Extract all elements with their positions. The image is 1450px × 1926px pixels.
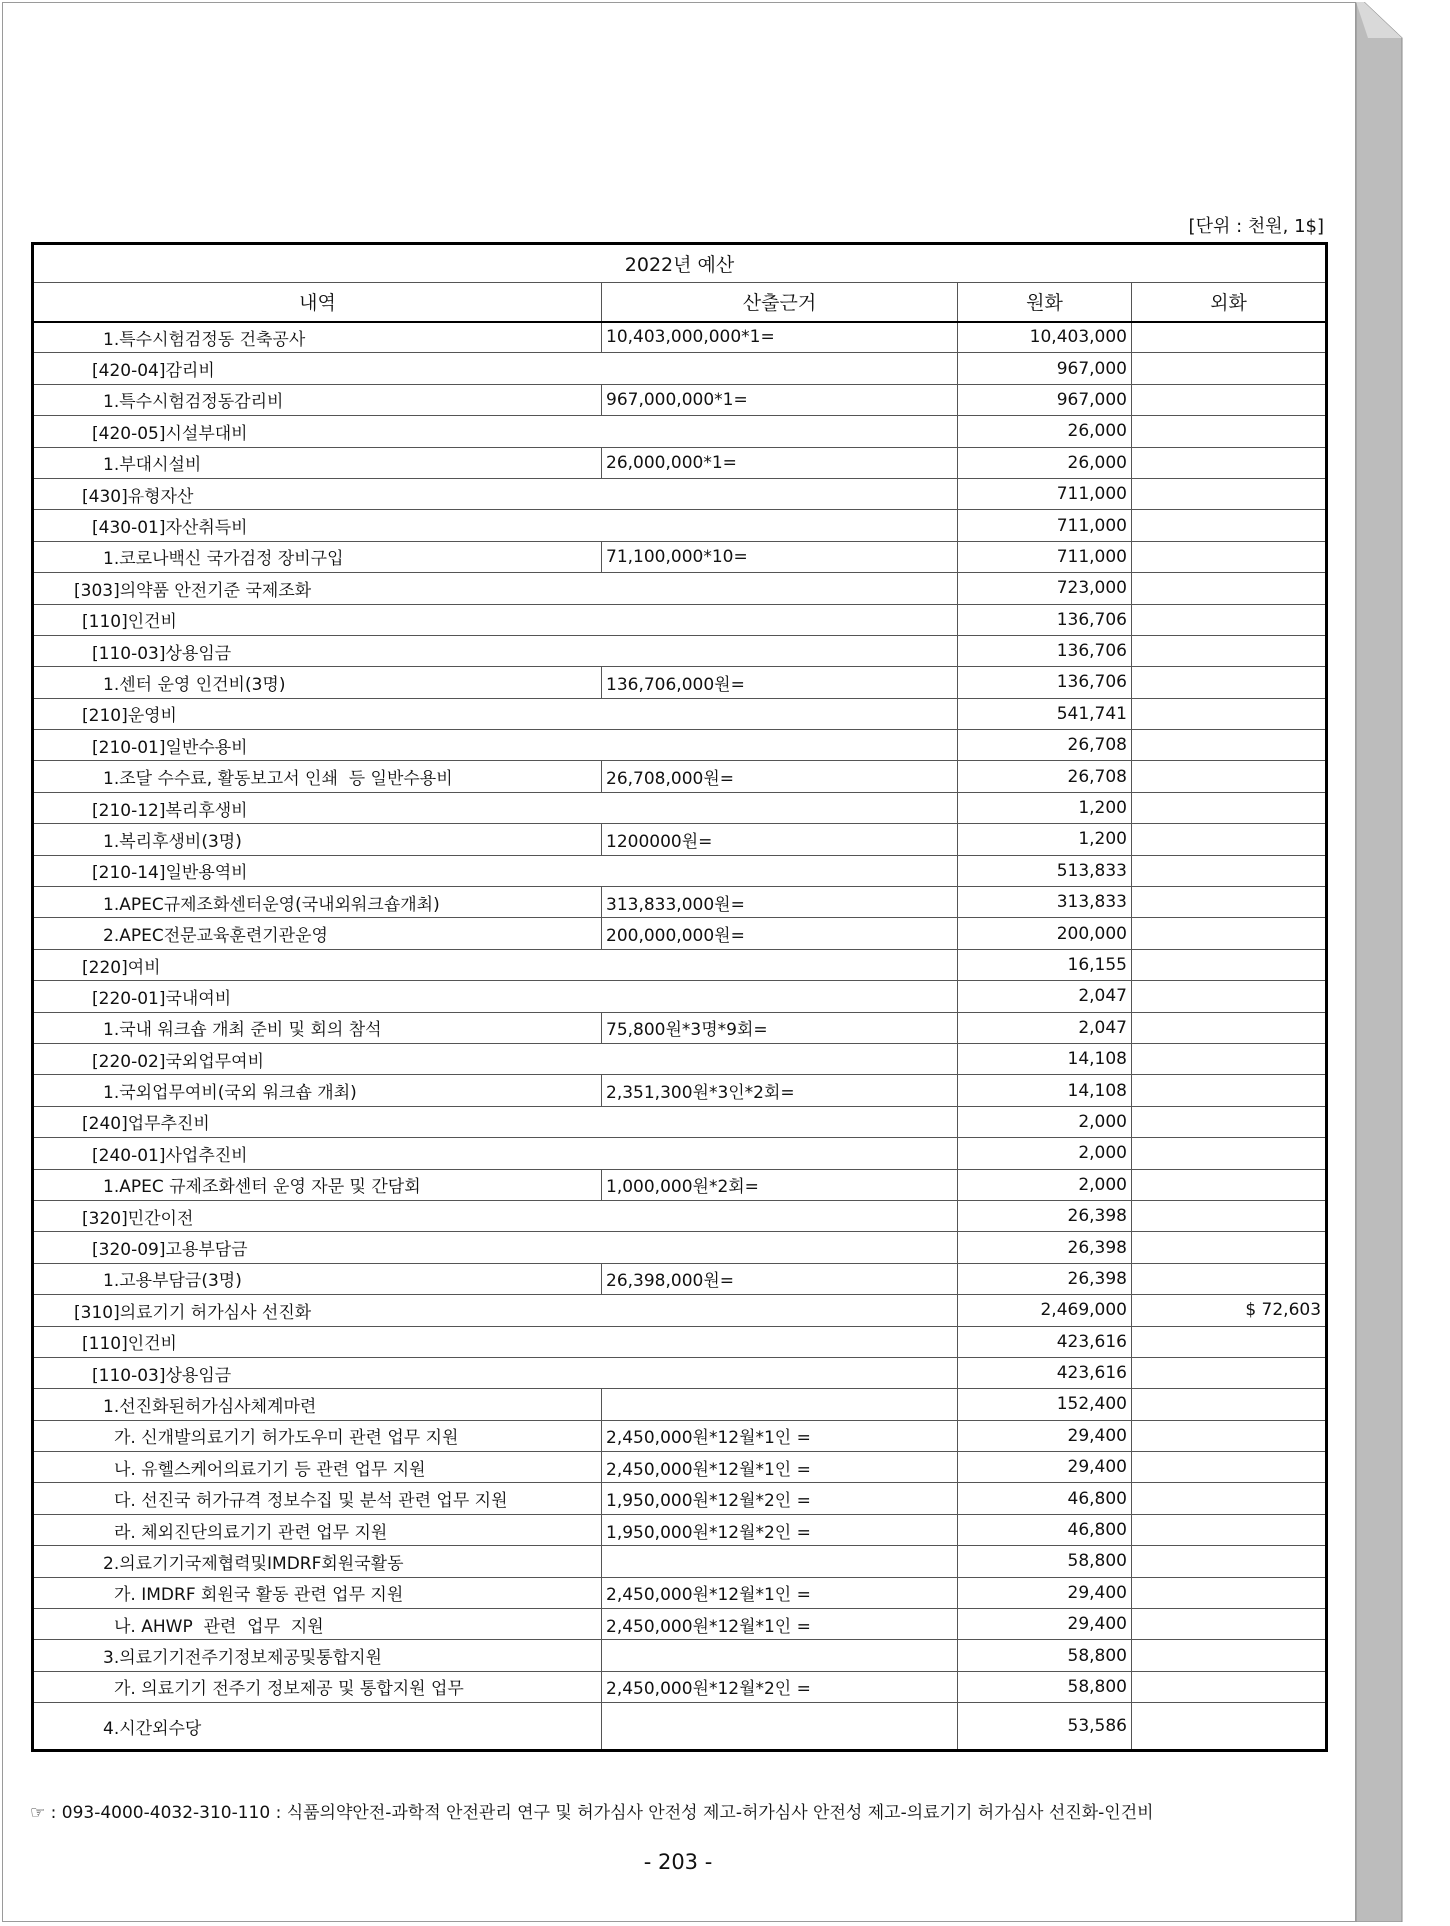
row-item: [220]여비 (33, 949, 958, 980)
table-row (33, 824, 1327, 855)
row-fx (1132, 1420, 1327, 1451)
row-krw: 26,000 (958, 447, 1132, 478)
row-item: [240]업무추진비 (33, 1106, 958, 1137)
row-fx (1132, 1200, 1327, 1231)
table-row (33, 1263, 1327, 1294)
table-row (33, 1546, 1327, 1577)
table-row (33, 1452, 1327, 1483)
row-item: [310]의료기기 허가심사 선진화 (33, 1295, 958, 1326)
footnote: ☞ : 093-4000-4032-310-110 : 식품의약안전-과학적 안전관리 연구 및 허가심사 안전성 제고-허가심사 안전성 제고-의료기기 허가심사 선진화-인건비 (30, 1803, 1154, 1823)
table-row (33, 730, 1327, 761)
row-item: [110-03]상용임금 (33, 635, 958, 666)
row-item: [220-02]국외업무여비 (33, 1043, 958, 1074)
row-item: 1.특수시험검정동감리비 (33, 384, 602, 415)
table-row (33, 604, 1327, 635)
table-header-year (33, 244, 1327, 283)
row-item: [430]유형자산 (33, 478, 958, 509)
table-row (33, 1357, 1327, 1388)
row-item: 2.의료기기국제협력및IMDRF회원국활동 (33, 1546, 602, 1577)
table-row (33, 1138, 1327, 1169)
row-item: 1.복리후생비(3명) (33, 824, 602, 855)
col-header-krw: 원화 (958, 283, 1132, 322)
row-item: 라. 체외진단의료기기 관련 업무 지원 (33, 1514, 602, 1545)
row-item: 1.고용부담금(3명) (33, 1263, 602, 1294)
row-item: 1.코로나백신 국가검정 장비구입 (33, 541, 602, 572)
row-krw: 14,108 (958, 1043, 1132, 1074)
row-fx (1132, 1012, 1327, 1043)
row-krw: 711,000 (958, 510, 1132, 541)
row-item: 1.조달 수수료, 활동보고서 인쇄 등 일반수용비 (33, 761, 602, 792)
row-basis: 2,450,000원*12월*2인 = (602, 1671, 958, 1702)
table-row (33, 478, 1327, 509)
row-basis: 75,800원*3명*9회= (602, 1012, 958, 1043)
row-krw: 423,616 (958, 1357, 1132, 1388)
row-krw: 2,469,000 (958, 1295, 1132, 1326)
page-number: - 203 - (643, 1850, 713, 1874)
row-krw: 711,000 (958, 478, 1132, 509)
row-krw: 711,000 (958, 541, 1132, 572)
table-row (33, 1075, 1327, 1106)
row-krw: 2,047 (958, 1012, 1132, 1043)
table-row (33, 1420, 1327, 1451)
row-item: 가. IMDRF 회원국 활동 관련 업무 지원 (33, 1577, 602, 1608)
row-fx (1132, 981, 1327, 1012)
row-basis: 967,000,000*1= (602, 384, 958, 415)
row-fx (1132, 887, 1327, 918)
row-item: [210-14]일반용역비 (33, 855, 958, 886)
row-item: 1.APEC 규제조화센터 운영 자문 및 간담회 (33, 1169, 602, 1200)
row-fx (1132, 918, 1327, 949)
row-fx (1132, 416, 1327, 447)
row-krw: 1,200 (958, 792, 1132, 823)
col-header-item: 내역 (33, 283, 602, 322)
table-row (33, 1200, 1327, 1231)
row-item: [220-01]국내여비 (33, 981, 958, 1012)
row-fx (1132, 949, 1327, 980)
row-krw: 723,000 (958, 573, 1132, 604)
row-item: 1.APEC규제조화센터운영(국내외워크숍개최) (33, 887, 602, 918)
table-row (33, 981, 1327, 1012)
row-item: 가. 신개발의료기기 허가도우미 관련 업무 지원 (33, 1420, 602, 1451)
table-row (33, 1577, 1327, 1608)
row-item: [210-12]복리후생비 (33, 792, 958, 823)
row-fx (1132, 1703, 1327, 1751)
row-krw: 541,741 (958, 698, 1132, 729)
row-fx (1132, 1671, 1327, 1702)
row-item: [320]민간이전 (33, 1200, 958, 1231)
row-fx (1132, 730, 1327, 761)
row-item: [303]의약품 안전기준 국제조화 (33, 573, 958, 604)
row-basis: 2,450,000원*12월*1인 = (602, 1452, 958, 1483)
table-body (33, 322, 1327, 1751)
row-krw: 26,398 (958, 1263, 1132, 1294)
row-item: [210]운영비 (33, 698, 958, 729)
row-krw: 2,047 (958, 981, 1132, 1012)
row-basis: 26,000,000*1= (602, 447, 958, 478)
table-row (33, 761, 1327, 792)
table-row (33, 1640, 1327, 1671)
row-krw: 29,400 (958, 1577, 1132, 1608)
row-basis: 2,450,000원*12월*1인 = (602, 1609, 958, 1640)
row-basis (602, 1703, 958, 1751)
row-fx (1132, 855, 1327, 886)
row-fx (1132, 1577, 1327, 1608)
row-krw: 136,706 (958, 635, 1132, 666)
row-item: 1.센터 운영 인건비(3명) (33, 667, 602, 698)
table-row (33, 918, 1327, 949)
row-fx (1132, 1609, 1327, 1640)
row-item: 1.선진화된허가심사체계마련 (33, 1389, 602, 1420)
row-krw: 26,708 (958, 730, 1132, 761)
table-row (33, 1326, 1327, 1357)
row-item: 1.국내 워크숍 개최 준비 및 회의 참석 (33, 1012, 602, 1043)
row-basis: 2,450,000원*12월*1인 = (602, 1420, 958, 1451)
table-row (33, 384, 1327, 415)
table-row (33, 1703, 1327, 1751)
row-item: 1.부대시설비 (33, 447, 602, 478)
page-fold-shadow (1356, 2, 1406, 1922)
row-item: 4.시간외수당 (33, 1703, 602, 1751)
row-fx (1132, 1138, 1327, 1169)
row-krw: 16,155 (958, 949, 1132, 980)
row-basis: 200,000,000원= (602, 918, 958, 949)
row-krw: 967,000 (958, 384, 1132, 415)
row-basis: 2,450,000원*12월*1인 = (602, 1577, 958, 1608)
row-fx (1132, 1483, 1327, 1514)
row-item: 1.국외업무여비(국외 워크숍 개최) (33, 1075, 602, 1106)
table-row (33, 1169, 1327, 1200)
row-fx (1132, 322, 1327, 353)
row-fx (1132, 824, 1327, 855)
table-row (33, 1106, 1327, 1137)
row-fx (1132, 1546, 1327, 1577)
table-row (33, 322, 1327, 353)
row-basis: 1,950,000원*12월*2인 = (602, 1483, 958, 1514)
row-fx (1132, 1075, 1327, 1106)
row-basis: 2,351,300원*3인*2회= (602, 1075, 958, 1106)
table-row (33, 887, 1327, 918)
row-basis: 1200000원= (602, 824, 958, 855)
row-krw: 1,200 (958, 824, 1132, 855)
row-basis (602, 1546, 958, 1577)
table-row (33, 1012, 1327, 1043)
row-item: 1.특수시험검정동 건축공사 (33, 322, 602, 353)
row-fx: $ 72,603 (1132, 1295, 1327, 1326)
row-item: [110-03]상용임금 (33, 1357, 958, 1388)
row-fx (1132, 1043, 1327, 1074)
table-row (33, 1514, 1327, 1545)
row-fx (1132, 1514, 1327, 1545)
row-fx (1132, 1452, 1327, 1483)
row-krw: 2,000 (958, 1106, 1132, 1137)
row-fx (1132, 1232, 1327, 1263)
row-item: [240-01]사업추진비 (33, 1138, 958, 1169)
col-header-basis: 산출근거 (602, 283, 958, 322)
row-krw: 136,706 (958, 667, 1132, 698)
year-budget-header: 2022년 예산 (33, 244, 1327, 283)
row-krw: 26,000 (958, 416, 1132, 447)
row-item: [430-01]자산취득비 (33, 510, 958, 541)
row-basis: 26,708,000원= (602, 761, 958, 792)
row-fx (1132, 1357, 1327, 1388)
row-krw: 152,400 (958, 1389, 1132, 1420)
row-basis: 26,398,000원= (602, 1263, 958, 1294)
row-item: [110]인건비 (33, 604, 958, 635)
row-krw: 53,586 (958, 1703, 1132, 1751)
row-item: [210-01]일반수용비 (33, 730, 958, 761)
col-header-fx: 외화 (1132, 283, 1327, 322)
table-row (33, 1232, 1327, 1263)
table-row (33, 949, 1327, 980)
row-fx (1132, 1326, 1327, 1357)
row-krw: 58,800 (958, 1671, 1132, 1702)
row-fx (1132, 1169, 1327, 1200)
row-krw: 26,708 (958, 761, 1132, 792)
row-fx (1132, 510, 1327, 541)
row-krw: 46,800 (958, 1514, 1132, 1545)
row-basis: 1,000,000원*2회= (602, 1169, 958, 1200)
row-fx (1132, 1389, 1327, 1420)
table-row (33, 541, 1327, 572)
table-row (33, 1483, 1327, 1514)
row-item: [320-09]고용부담금 (33, 1232, 958, 1263)
row-fx (1132, 541, 1327, 572)
row-item: 가. 의료기기 전주기 정보제공 및 통합지원 업무 (33, 1671, 602, 1702)
row-fx (1132, 761, 1327, 792)
row-item: [420-04]감리비 (33, 353, 958, 384)
row-krw: 136,706 (958, 604, 1132, 635)
row-fx (1132, 384, 1327, 415)
row-fx (1132, 667, 1327, 698)
row-krw: 26,398 (958, 1200, 1132, 1231)
row-fx (1132, 353, 1327, 384)
table-row (33, 792, 1327, 823)
row-basis: 71,100,000*10= (602, 541, 958, 572)
row-krw: 10,403,000 (958, 322, 1132, 353)
table-row (33, 510, 1327, 541)
unit-label: [단위 : 천원, 1$] (1188, 216, 1324, 237)
row-fx (1132, 1106, 1327, 1137)
row-item: 3.의료기기전주기정보제공및통합지원 (33, 1640, 602, 1671)
row-item: [110]인건비 (33, 1326, 958, 1357)
table-row (33, 447, 1327, 478)
row-krw: 14,108 (958, 1075, 1132, 1106)
table-row (33, 635, 1327, 666)
table-row (33, 416, 1327, 447)
row-krw: 2,000 (958, 1138, 1132, 1169)
row-fx (1132, 635, 1327, 666)
table-row (33, 698, 1327, 729)
row-basis: 10,403,000,000*1= (602, 322, 958, 353)
row-fx (1132, 698, 1327, 729)
row-fx (1132, 604, 1327, 635)
row-krw: 513,833 (958, 855, 1132, 886)
row-item: 나. AHWP 관련 업무 지원 (33, 1609, 602, 1640)
table-row (33, 1043, 1327, 1074)
row-basis (602, 1640, 958, 1671)
row-fx (1132, 1263, 1327, 1294)
table-row (33, 1295, 1327, 1326)
row-krw: 313,833 (958, 887, 1132, 918)
row-basis: 1,950,000원*12월*2인 = (602, 1514, 958, 1545)
row-item: 2.APEC전문교육훈련기관운영 (33, 918, 602, 949)
table-row (33, 1389, 1327, 1420)
budget-table (31, 242, 1328, 1752)
row-fx (1132, 792, 1327, 823)
row-krw: 46,800 (958, 1483, 1132, 1514)
table-row (33, 353, 1327, 384)
table-row (33, 573, 1327, 604)
row-item: 나. 유헬스케어의료기기 등 관련 업무 지원 (33, 1452, 602, 1483)
row-basis: 136,706,000원= (602, 667, 958, 698)
row-krw: 29,400 (958, 1452, 1132, 1483)
row-krw: 58,800 (958, 1546, 1132, 1577)
row-fx (1132, 573, 1327, 604)
table-row (33, 1609, 1327, 1640)
row-fx (1132, 447, 1327, 478)
row-krw: 29,400 (958, 1420, 1132, 1451)
row-fx (1132, 1640, 1327, 1671)
row-basis (602, 1389, 958, 1420)
row-basis: 313,833,000원= (602, 887, 958, 918)
row-krw: 200,000 (958, 918, 1132, 949)
row-item: [420-05]시설부대비 (33, 416, 958, 447)
row-item: 다. 선진국 허가규격 정보수집 및 분석 관련 업무 지원 (33, 1483, 602, 1514)
row-fx (1132, 478, 1327, 509)
row-krw: 29,400 (958, 1609, 1132, 1640)
table-row (33, 1671, 1327, 1702)
table-header-columns (33, 283, 1327, 322)
row-krw: 423,616 (958, 1326, 1132, 1357)
row-krw: 58,800 (958, 1640, 1132, 1671)
row-krw: 967,000 (958, 353, 1132, 384)
row-krw: 2,000 (958, 1169, 1132, 1200)
row-krw: 26,398 (958, 1232, 1132, 1263)
table-row (33, 667, 1327, 698)
table-row (33, 855, 1327, 886)
